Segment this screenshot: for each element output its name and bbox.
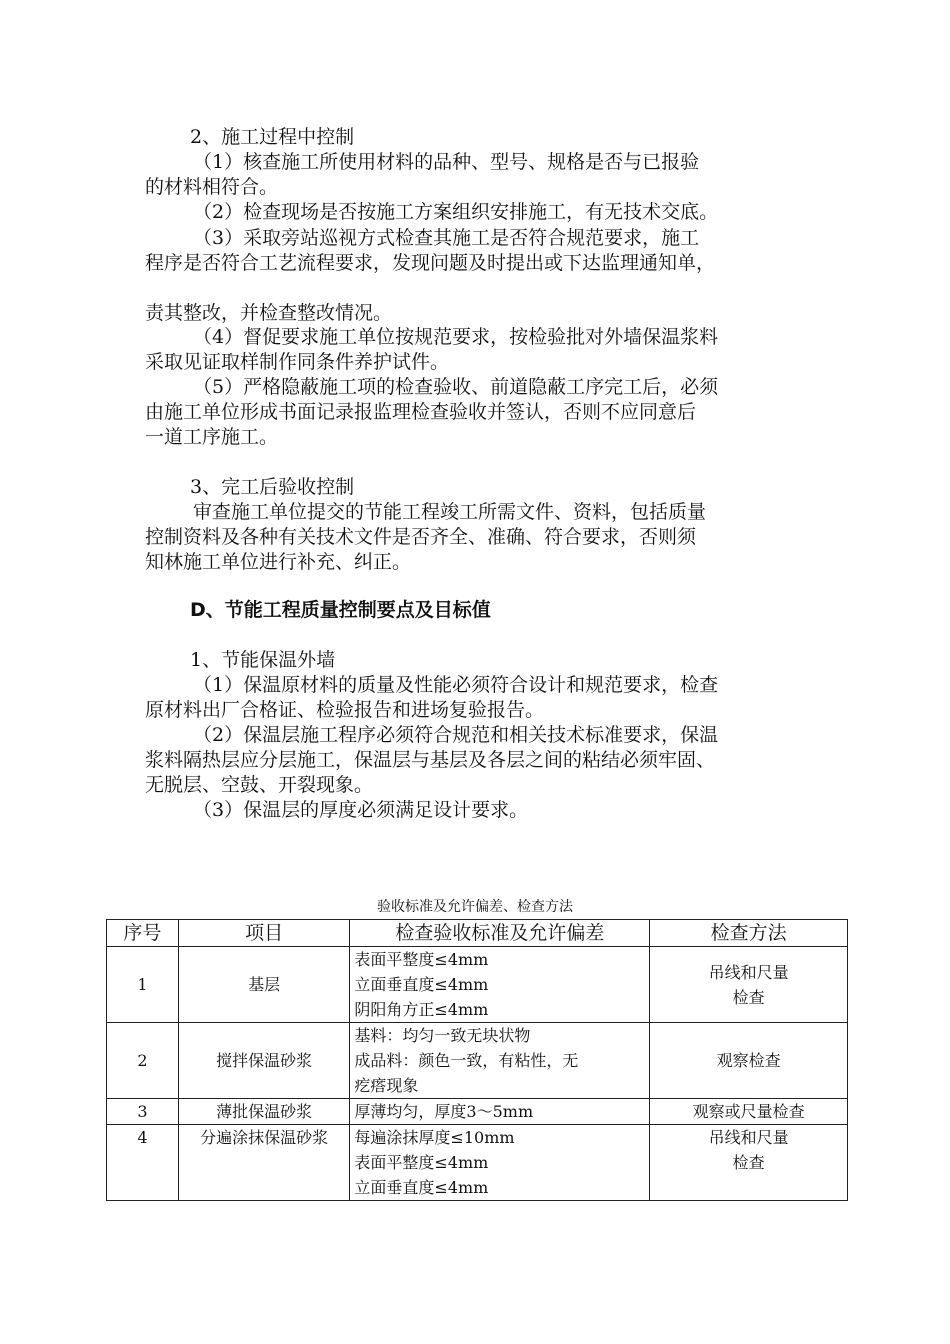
table-row: [107, 947, 848, 1023]
section-2-title: 2、施工过程中控制: [190, 126, 355, 148]
section-2-item-2: （2）检查现场是否按施工方案组织安排施工，有无技术交底。: [193, 201, 719, 223]
cell-method: 观察检查: [650, 1023, 848, 1099]
table-caption: 验收标准及允许偏差、检查方法: [377, 899, 573, 915]
cell-method: 吊线和尺量 检查: [650, 947, 848, 1023]
section-2-item-1: （1）核查施工所使用材料的品种、型号、规格是否与已报验 的材料相符合。: [145, 151, 700, 198]
section-2-item-5: （5）严格隐蔽施工项的检查验收、前道隐蔽工序完工后，必须 由施工单位形成书面记录报监理检查验收并签认，否则不应同意后 一道工序施工。: [145, 376, 719, 448]
table-row: [107, 1125, 848, 1201]
section-d-item-1: （1）保温原材料的质量及性能必须符合设计和规范要求，检查 原材料出厂合格证、检验报告和进场复验报告。: [145, 674, 719, 721]
section-d-subtitle: 1、节能保温外墙: [190, 649, 336, 671]
cell-no: 1: [107, 947, 179, 1023]
header-standard: 检查验收标准及允许偏差: [350, 920, 650, 947]
cell-standard: 厚薄均匀，厚度3～5mm: [350, 1099, 650, 1125]
cell-item: 基层: [178, 947, 350, 1023]
section-3-body: 审查施工单位提交的节能工程竣工所需文件、资料，包括质量 控制资料及各种有关技术文件是否齐全、准确、符合要求，否则须 知林施工单位进行补充、纠正。: [145, 501, 707, 573]
header-item: 项目: [178, 920, 350, 947]
cell-method: 观察或尺量检查: [650, 1099, 848, 1125]
cell-no: 3: [107, 1099, 179, 1125]
cell-standard: 每遍涂抹厚度≤10mm 表面平整度≤4mm 立面垂直度≤4mm: [350, 1125, 650, 1201]
section-2-item-4: （4）督促要求施工单位按规范要求，按检验批对外墙保温浆料 采取见证取样制作同条件养护试件。: [145, 326, 719, 373]
table-row: [107, 1099, 848, 1125]
cell-item: 搅拌保温砂浆: [178, 1023, 350, 1099]
section-2-item-3: （3）采取旁站巡视方式检查其施工是否符合规范要求，施工 程序是否符合工艺流程要求，发现问题及时提出或下达监理通知单， 责其整改，并检查整改情况。: [145, 227, 716, 324]
cell-standard: 基料：均匀一致无块状物 成品料：颜色一致，有粘性，无 疙瘩现象: [350, 1023, 650, 1099]
section-3-title: 3、完工后验收控制: [190, 476, 355, 498]
header-method: 检查方法: [650, 920, 848, 947]
section-d-heading: D、节能工程质量控制要点及目标值: [190, 599, 491, 621]
table-row: [107, 1023, 848, 1099]
table-header-row: [107, 920, 848, 947]
cell-standard: 表面平整度≤4mm 立面垂直度≤4mm 阴阳角方正≤4mm: [350, 947, 650, 1023]
cell-item: 薄批保温砂浆: [178, 1099, 350, 1125]
inspection-table: [106, 919, 848, 1201]
cell-no: 2: [107, 1023, 179, 1099]
header-no: 序号: [107, 920, 179, 947]
section-d-item-2: （2）保温层施工程序必须符合规范和相关技术标准要求，保温 浆料隔热层应分层施工，保温层与基层及各层之间的粘结必须牢固、 无脱层、空鼓、开裂现象。: [145, 724, 719, 796]
section-d-item-3: （3）保温层的厚度必须满足设计要求。: [193, 799, 529, 821]
cell-item: 分遍涂抹保温砂浆: [178, 1125, 350, 1201]
cell-method: 吊线和尺量 检查: [650, 1125, 848, 1201]
cell-no: 4: [107, 1125, 179, 1201]
